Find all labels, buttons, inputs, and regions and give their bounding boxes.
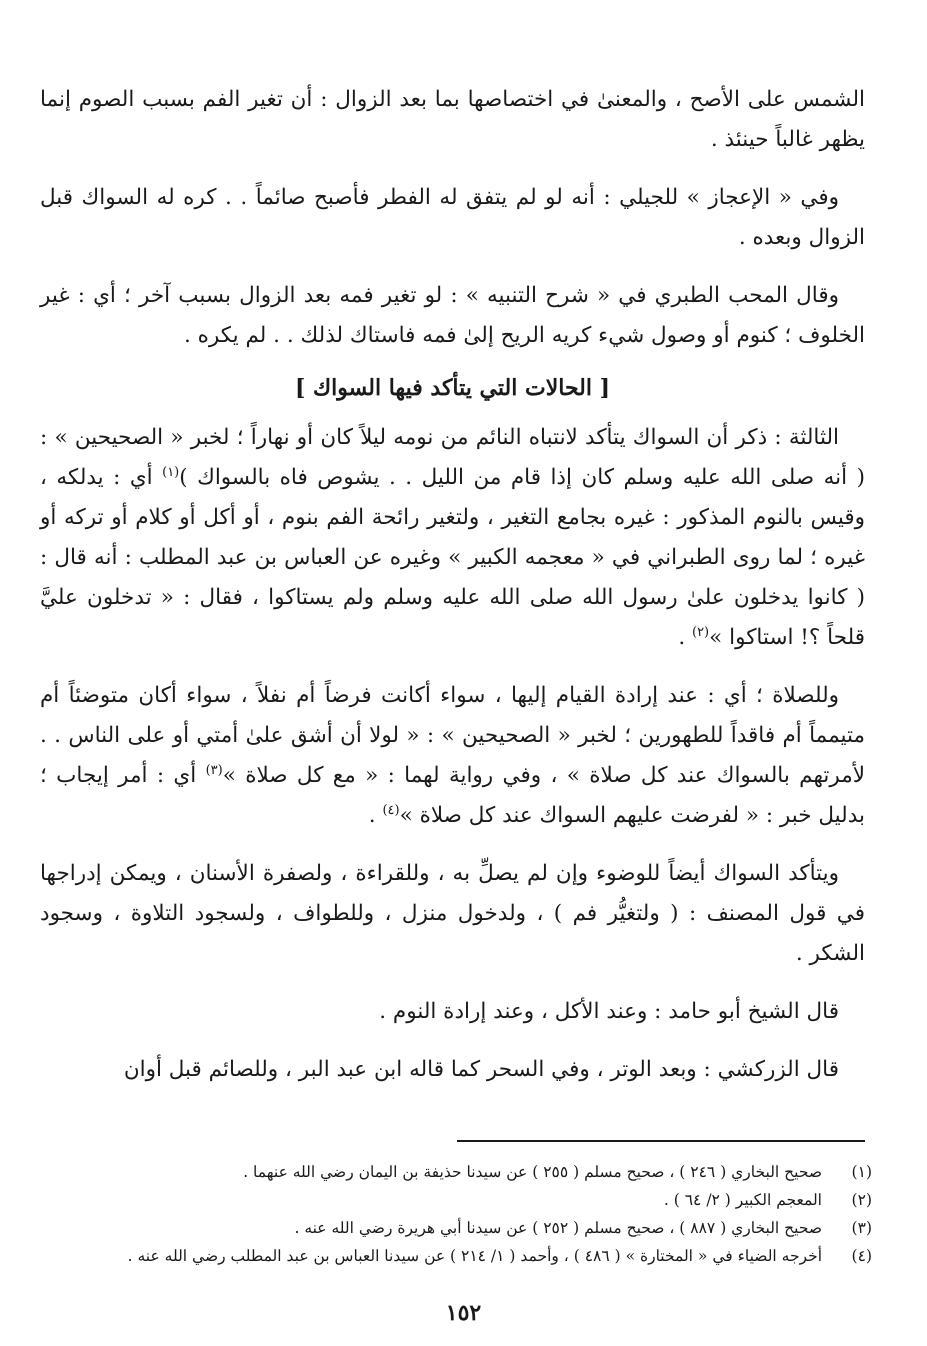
footnote-text: صحيح البخاري ( ٨٨٧ ) ، صحيح مسلم ( ٢٥٢ ) عن سيدنا أبي هريرة رضي الله عنه . bbox=[294, 1219, 822, 1237]
paragraph-6: ويتأكد السواك أيضاً للوضوء وإن لم يصلِّ به ، وللقراءة ، ولصفرة الأسنان ، ويمكن إدراجها في قول المصنف : ( ولتغيُّر فم ) ، ولدخول منزل ، وللطواف ، ولسجود التلاوة ، وسجود الشكر . bbox=[40, 861, 865, 966]
footnote-number: (٣) bbox=[851, 1219, 872, 1237]
footnote-ref-3: (٣) bbox=[205, 762, 223, 778]
footnotes bbox=[32, 1158, 872, 1270]
paragraph-7: قال الشيخ أبو حامد : وعند الأكل ، وعند إرادة النوم . bbox=[379, 999, 839, 1024]
paragraph-5 bbox=[40, 676, 865, 836]
footnote-text: صحيح البخاري ( ٢٤٦ ) ، صحيح مسلم ( ٢٥٥ ) عن سيدنا حذيفة بن اليمان رضي الله عنهما . bbox=[243, 1163, 822, 1181]
footnote-number: (١) bbox=[851, 1163, 872, 1181]
footnote-number: (٢) bbox=[851, 1191, 872, 1209]
page-number: ١٥٢ bbox=[445, 1300, 482, 1326]
paragraph-4-end: . bbox=[678, 625, 692, 650]
paragraph-5-part-1: وللصلاة ؛ أي : عند إرادة القيام إليها ، سواء أكانت فرضاً أم نفلاً ، سواء أكان متوضئاً أم متيمماً أم فاقداً للطهورين ؛ لخبر « الصحيحين » : « لولا أن أشق علىٰ أمتي أو على الناس . . لأمرتهم بالسواك عند كل صلاة » ، وفي رواية لهما : « مع كل صلاة » bbox=[40, 683, 865, 788]
footnote-ref-4: (٤) bbox=[382, 802, 400, 818]
paragraph-4 bbox=[40, 418, 865, 658]
paragraph-1: الشمس على الأصح ، والمعنىٰ في اختصاصها بما بعد الزوال : أن تغير الفم بسبب الصوم إنما يظهر غالباً حينئذ . bbox=[40, 87, 865, 152]
footnote-text: المعجم الكبير ( ٢/ ٦٤ ) . bbox=[663, 1191, 822, 1209]
paragraph-4-part-2: أي : يدلكه ، وقيس بالنوم المذكور : غيره بجامع التغير ، ولتغير رائحة الفم بنوم ، أو أكل أو كلام أو تركه أو غيره ؛ لما روى الطبراني في « معجمه الكبير » وغيره عن العباس بن عبد المطلب : أنه قال : ( كانوا يدخلون علىٰ رسول الله صلى الله عليه وسلم ولم يستاكوا ، فقال : « تدخلون عليَّ قلحاً ؟! استاكوا » bbox=[40, 465, 865, 650]
main-text bbox=[40, 80, 865, 1108]
footnote-4 bbox=[32, 1242, 872, 1270]
footnote-ref-1: (١) bbox=[162, 464, 180, 480]
footnote-number: (٤) bbox=[851, 1247, 872, 1265]
footnote-separator bbox=[457, 1140, 865, 1142]
paragraph-3: وقال المحب الطبري في « شرح التنبيه » : لو تغير فمه بعد الزوال بسبب آخر ؛ أي : غير الخلوف ؛ كنوم أو وصول شيء كريه الريح إلىٰ فمه فاستاك لذلك . . لم يكره . bbox=[40, 283, 865, 348]
footnote-1 bbox=[32, 1158, 872, 1186]
paragraph-8: قال الزركشي : وبعد الوتر ، وفي السحر كما قاله ابن عبد البر ، وللصائم قبل أوان bbox=[123, 1057, 839, 1082]
section-heading: [ الحالات التي يتأكد فيها السواك ] bbox=[294, 375, 611, 401]
paragraph-4-part-1: الثالثة : ذكر أن السواك يتأكد لانتباه النائم من نومه ليلاً كان أو نهاراً ؛ لخبر « الصحيحين » : ( أنه صلى الله عليه وسلم كان إذا قام من الليل . . يشوص فاه بالسواك ) bbox=[40, 425, 865, 490]
footnote-ref-2: (٢) bbox=[691, 624, 710, 640]
paragraph-5-part-2: أي : أمر إيجاب ؛ بدليل خبر : « لفرضت عليهم السواك عند كل صلاة » bbox=[40, 763, 865, 828]
footnote-text: أخرجه الضياء في « المختارة » ( ٤٨٦ ) ، وأحمد ( ١/ ٢١٤ ) عن سيدنا العباس بن عبد المطلب رضي الله عنه . bbox=[127, 1247, 822, 1265]
footnote-3 bbox=[32, 1214, 872, 1242]
paragraph-5-end: . bbox=[368, 803, 383, 828]
paragraph-2: وفي « الإعجاز » للجيلي : أنه لو لم يتفق له الفطر فأصبح صائماً . . كره له السواك قبل الزوال وبعده . bbox=[40, 185, 865, 250]
footnote-2 bbox=[32, 1186, 872, 1214]
